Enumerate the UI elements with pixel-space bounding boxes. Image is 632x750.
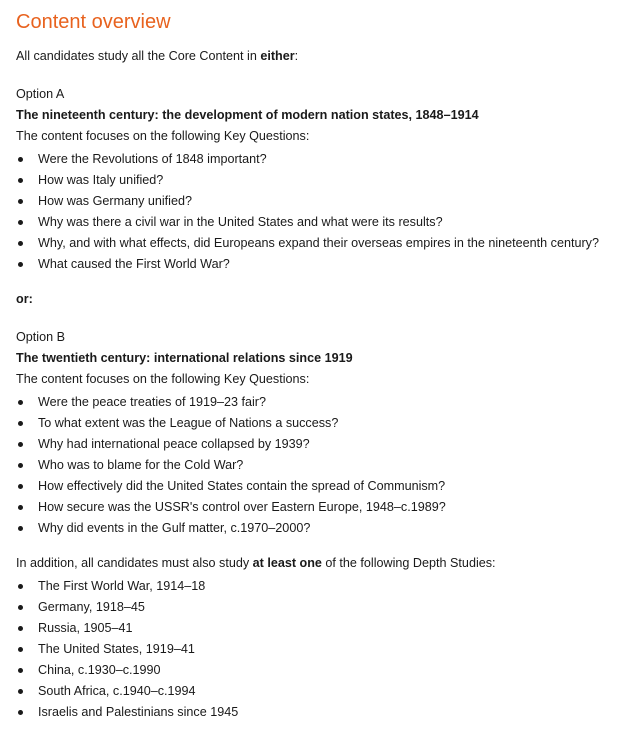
depth-studies-intro [16,553,632,574]
list-item [16,518,632,539]
list-item-text: Why did events in the Gulf matter, c.1970–2000? [38,521,311,535]
list-item [16,392,632,413]
list-item [16,618,632,639]
option-a-question-list [16,149,632,275]
bullet-icon [18,626,23,631]
list-item-text: To what extent was the League of Nations a success? [38,416,339,430]
option-a-label: Option A [16,87,65,101]
intro-emphasis: either [260,49,295,63]
list-item [16,455,632,476]
page-title: Content overview [16,11,171,33]
or-separator: or: [16,292,33,306]
list-item-text: How was Germany unified? [38,194,192,208]
bullet-icon [18,262,23,267]
list-item [16,170,632,191]
bullet-icon [18,199,23,204]
bullet-icon [18,157,23,162]
list-item-text: Why had international peace collapsed by 1939? [38,437,310,451]
bullet-icon [18,220,23,225]
list-item [16,576,632,597]
list-item [16,233,632,254]
list-item [16,702,632,723]
intro-text-end: : [294,49,299,63]
list-item-text: Were the peace treaties of 1919–23 fair? [38,395,267,409]
option-b-lead: The content focuses on the following Key Questions: [16,372,310,386]
list-item [16,497,632,518]
list-item-text: Russia, 1905–41 [38,621,133,635]
intro-text [16,46,632,67]
option-a-lead: The content focuses on the following Key Questions: [16,129,310,143]
list-item [16,476,632,497]
depth-intro-start: In addition, all candidates must also study [16,556,253,570]
list-item [16,254,632,275]
bullet-icon [18,668,23,673]
list-item [16,597,632,618]
bullet-icon [18,584,23,589]
depth-intro-emphasis: at least one [252,556,322,570]
bullet-icon [18,605,23,610]
bullet-icon [18,689,23,694]
list-item [16,191,632,212]
list-item [16,434,632,455]
bullet-icon [18,400,23,405]
list-item-text: How was Italy unified? [38,173,164,187]
option-b-title: The twentieth century: international relations since 1919 [16,351,353,365]
option-a-title: The nineteenth century: the development of modern nation states, 1848–1914 [16,108,479,122]
option-b-question-list [16,392,632,539]
list-item [16,149,632,170]
bullet-icon [18,484,23,489]
bullet-icon [18,463,23,468]
depth-studies-list [16,576,632,723]
depth-intro-end: of the following Depth Studies: [321,556,496,570]
intro-text-start: All candidates study all the Core Content in [16,49,261,63]
list-item [16,413,632,434]
list-item [16,660,632,681]
list-item-text: Germany, 1918–45 [38,600,145,614]
list-item-text: The First World War, 1914–18 [38,579,206,593]
bullet-icon [18,526,23,531]
bullet-icon [18,421,23,426]
list-item-text: Why, and with what effects, did Europeans expand their overseas empires in the nineteenth century? [38,236,599,250]
list-item-text: How effectively did the United States contain the spread of Communism? [38,479,446,493]
list-item-text: The United States, 1919–41 [38,642,195,656]
list-item-text: What caused the First World War? [38,257,230,271]
list-item [16,639,632,660]
bullet-icon [18,505,23,510]
list-item-text: Israelis and Palestinians since 1945 [38,705,239,719]
list-item [16,212,632,233]
bullet-icon [18,647,23,652]
bullet-icon [18,710,23,715]
bullet-icon [18,241,23,246]
list-item-text: How secure was the USSR's control over Eastern Europe, 1948–c.1989? [38,500,446,514]
bullet-icon [18,442,23,447]
list-item-text: Were the Revolutions of 1848 important? [38,152,267,166]
list-item-text: South Africa, c.1940–c.1994 [38,684,196,698]
list-item-text: Who was to blame for the Cold War? [38,458,244,472]
list-item-text: Why was there a civil war in the United States and what were its results? [38,215,443,229]
bullet-icon [18,178,23,183]
list-item-text: China, c.1930–c.1990 [38,663,161,677]
option-b-label: Option B [16,330,66,344]
list-item [16,681,632,702]
